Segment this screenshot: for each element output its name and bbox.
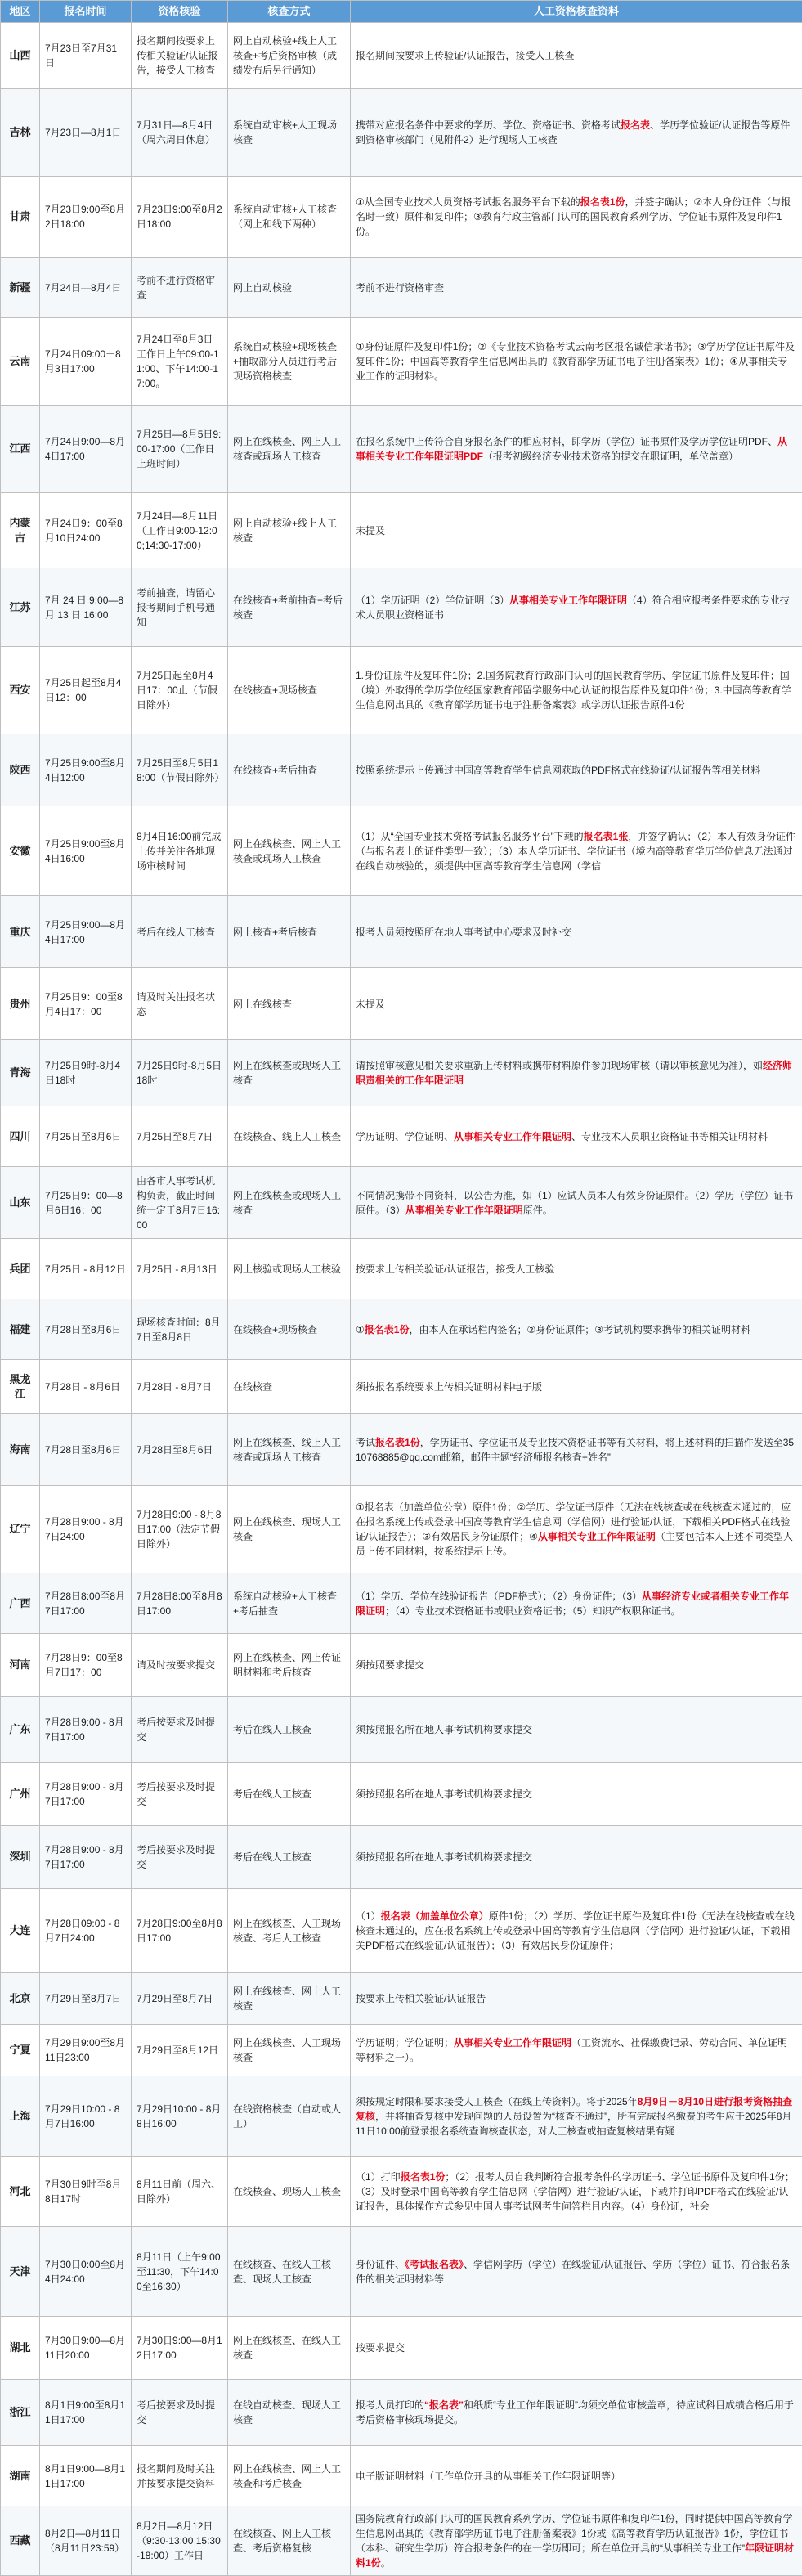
cell-review-time: 7月28日9:00至8月8日17:00: [132, 1889, 228, 1973]
cell-region: 宁夏: [1, 2025, 40, 2076]
cell-materials: 报考人员须按照所在地人事考试中心要求及时补交: [351, 896, 802, 968]
cell-region: 河南: [1, 1634, 40, 1697]
cell-review-time: 7月23日9:00至8月2日18:00: [132, 177, 228, 258]
table-row: [1, 1486, 802, 1573]
cell-materials: 须按照报名所在地人事考试机构要求提交: [351, 1826, 802, 1889]
table-row: [1, 1697, 802, 1763]
cell-signup-time: 7月25日9:00至8月4日12:00: [40, 734, 132, 806]
cell-region: 广西: [1, 1573, 40, 1634]
cell-review-time: 8月11日（上午9:00至11:30，下午14:00至16:30）: [132, 2227, 228, 2317]
cell-review-method: 在线核查、网上人工核查、考后资格复核: [228, 2506, 351, 2576]
cell-materials: 电子版证明材料（工作单位开具的从事相关工作年限证明等）: [351, 2446, 802, 2506]
table-row: [1, 1414, 802, 1486]
cell-review-method: 网上在线核查、在线人工核查: [228, 2317, 351, 2380]
table-row: [1, 318, 802, 406]
cell-review-method: 网上在线核查、网上人工核查和考后核查: [228, 2446, 351, 2506]
cell-signup-time: 7月29日9:00至8月11日23:00: [40, 2025, 132, 2076]
table-row: [1, 2157, 802, 2227]
cell-materials: ①从全国专业技术人员资格考试报名服务平台下载的报名表1份，并签字确认；②本人身份证件（与报名时一致）原件和复印件；③教育行政主管部门认可的国民教育系列学历、学位证书原件及复印件1份。: [351, 177, 802, 258]
cell-materials: 携带对应报名条件中要求的学历、学位、资格证书、资格考试报名表、学历学位验证/认证报告等原件到资格审核部门（见附件2）进行现场人工核查: [351, 89, 802, 177]
cell-signup-time: 7月30日9:00—8月11日20:00: [40, 2317, 132, 2380]
cell-review-method: 系统自动核验+人工核查+考后抽查: [228, 1573, 351, 1634]
cell-signup-time: 7月25日9:00—8月4日17:00: [40, 896, 132, 968]
cell-signup-time: 7月25日9：00—8月6日16：00: [40, 1167, 132, 1239]
cell-materials: 身份证件、《考试报名表》、学信网学历（学位）在线验证/认证报告、学历（学位）证书、符合报名条件的相关证明材料等: [351, 2227, 802, 2317]
table-row: [1, 2446, 802, 2506]
cell-materials: 学历证明；学位证明；从事相关专业工作年限证明（工资流水、社保缴费记录、劳动合同、单位证明等材料之一）。: [351, 2025, 802, 2076]
cell-signup-time: 7月 24 日 9:00—8 月 13 日 16:00: [40, 568, 132, 647]
cell-region: 安徽: [1, 806, 40, 896]
cell-signup-time: 7月23日至7月31日: [40, 23, 132, 89]
cell-review-time: 考后在线人工核查: [132, 896, 228, 968]
cell-review-time: 7月25日至8月7日: [132, 1106, 228, 1167]
cell-region: 深圳: [1, 1826, 40, 1889]
cell-review-time: 考前抽查，请留心报考期间手机号通知: [132, 568, 228, 647]
cell-signup-time: 8月1日9:00至8月11日17:00: [40, 2380, 132, 2446]
cell-signup-time: 7月24日09:00－8月3日17:00: [40, 318, 132, 406]
cell-review-time: 7月25日 - 8月13日: [132, 1239, 228, 1299]
cell-review-time: 7月25日—8月5日9:00-17:00（工作日上班时间）: [132, 406, 228, 493]
cell-materials: 须按照要求提交: [351, 1634, 802, 1697]
cell-region: 江西: [1, 406, 40, 493]
cell-review-method: 考后在线人工核查: [228, 1763, 351, 1826]
cell-region: 甘肃: [1, 177, 40, 258]
cell-signup-time: 7月28日9:00 - 8月7日24:00: [40, 1486, 132, 1573]
table-row: [1, 406, 802, 493]
cell-review-method: 在线核查+考前抽查+考后核查: [228, 568, 351, 647]
cell-signup-time: 7月24日—8月4日: [40, 258, 132, 318]
cell-review-time: 请及时关注报名状态: [132, 968, 228, 1040]
cell-review-method: 网上在线核查、现场人工核查: [228, 1486, 351, 1573]
cell-materials: （1）打印报名表1份；（2）报考人员自我判断符合报考条件的学历证书、学位证书原件及复印件1份；（3）及时登录中国高等教育学生信息网（学信网）进行验证/认证，下载并打印PDF格式在线验证/认证报告，具体操作方式参见中国人事考试网考生问答栏目内容。（4）身份证，社会: [351, 2157, 802, 2227]
cell-materials: （1）从“全国专业技术资格考试报名服务平台”下载的报名表1张，并签字确认；（2）本人有效身份证件（与报名表上的证件类型一致）；（3）本人学历证书、学位证书（境内高等教育学历学位信息无法通过在线自动核验的，须提供中国高等教育学生信息网（学信: [351, 806, 802, 896]
cell-materials: ①报名表1份，由本人在承诺栏内签名；②身份证原件；③考试机构要求携带的相关证明材料: [351, 1299, 802, 1360]
cell-region: 浙江: [1, 2380, 40, 2446]
cell-region: 湖北: [1, 2317, 40, 2380]
table-row: [1, 568, 802, 647]
table-row: [1, 896, 802, 968]
cell-signup-time: 7月29日10:00 - 8月7日16:00: [40, 2076, 132, 2157]
cell-review-method: 在线核查: [228, 1360, 351, 1414]
table-body: [1, 23, 802, 2576]
table-row: [1, 1360, 802, 1414]
cell-review-method: 在线核查、现场人工核查: [228, 2157, 351, 2227]
cell-region: 重庆: [1, 896, 40, 968]
cell-signup-time: 7月25日9：00至8月4日17：00: [40, 968, 132, 1040]
cell-region: 吉林: [1, 89, 40, 177]
cell-region: 海南: [1, 1414, 40, 1486]
cell-region: 青海: [1, 1040, 40, 1106]
cell-review-method: 网上核验或现场人工核验: [228, 1239, 351, 1299]
cell-materials: 不同情况携带不同资料，以公告为准，如（1）应试人员本人有效身份证原件。（2）学历（学位）证书原件。（3）从事相关专业工作年限证明原件。: [351, 1167, 802, 1239]
cell-region: 山东: [1, 1167, 40, 1239]
cell-review-method: 网上自动核验: [228, 258, 351, 318]
cell-signup-time: 7月30日0:00至8月4日24:00: [40, 2227, 132, 2317]
table-row: [1, 1763, 802, 1826]
table-row: [1, 1573, 802, 1634]
cell-review-method: 网上在线核查或现场人工核查: [228, 1040, 351, 1106]
cell-signup-time: 7月25日 - 8月12日: [40, 1239, 132, 1299]
cell-signup-time: 8月1日9:00—8月11日17:00: [40, 2446, 132, 2506]
cell-review-time: 7月28日8:00至8月8日17:00: [132, 1573, 228, 1634]
cell-materials: ①身份证原件及复印件1份；②《专业技术资格考试云南考区报名诚信承诺书》；③学历学位证书原件及复印件1份；中国高等教育学生信息网出具的《教育部学历证书电子注册备案表》1份；④从事相关专业工作的证明材料。: [351, 318, 802, 406]
cell-materials: 按要求提交: [351, 2317, 802, 2380]
table-row: [1, 1299, 802, 1360]
cell-review-method: 系统自动审核+人工现场核查: [228, 89, 351, 177]
table-row: [1, 1239, 802, 1299]
cell-review-time: 7月25日9时-8月5日18时: [132, 1040, 228, 1106]
cell-review-method: 考后在线人工核查: [228, 1697, 351, 1763]
cell-review-time: 考后按要求及时提交: [132, 1763, 228, 1826]
table-row: [1, 1973, 802, 2025]
cell-review-time: 7月29日至8月7日: [132, 1973, 228, 2025]
table-row: [1, 258, 802, 318]
cell-region: 上海: [1, 2076, 40, 2157]
cell-region: 兵团: [1, 1239, 40, 1299]
cell-signup-time: 7月28日 - 8月6日: [40, 1360, 132, 1414]
cell-review-method: 网上在线核查、网上人工核查或现场人工核查: [228, 406, 351, 493]
cell-materials: 须按规定时限和要求接受人工核查（在线上传资料）。将于2025年8月9日－8月10日进行报考资格抽查复核，并将抽查复核中发现问题的人员设置为“核查不通过”，所有完成报名缴费的考生应于2025年8月11日10:00前登录报名系统查询核查状态，对人工核查或抽查复核结果有疑: [351, 2076, 802, 2157]
cell-signup-time: 7月23日—8月1日: [40, 89, 132, 177]
cell-region: 广州: [1, 1763, 40, 1826]
cell-materials: 按要求上传相关验证/认证报告，接受人工核验: [351, 1239, 802, 1299]
cell-region: 西安: [1, 647, 40, 734]
table-row: [1, 1106, 802, 1167]
cell-region: 内蒙古: [1, 493, 40, 568]
cell-review-method: 网上自动核验+线上人工核查+考后资格审核（成绩发布后另行通知）: [228, 23, 351, 89]
cell-review-time: 7月24日—8月11日（工作日9:00-12:00;14:30-17:00）: [132, 493, 228, 568]
table-row: [1, 2317, 802, 2380]
cell-review-method: 网上在线核查、人工现场核查、考后人工核查: [228, 1889, 351, 1973]
cell-review-time: 7月28日 - 8月7日: [132, 1360, 228, 1414]
table-row: [1, 968, 802, 1040]
cell-review-time: 考前不进行资格审查: [132, 258, 228, 318]
cell-materials: 未提及: [351, 493, 802, 568]
cell-review-time: 由各市人事考试机构负责，截止时间统一定于8月7日16:00: [132, 1167, 228, 1239]
cell-review-method: 网上在线核查、人工现场核查: [228, 2025, 351, 2076]
table-row: [1, 1634, 802, 1697]
cell-review-method: 在线核查+考后抽查: [228, 734, 351, 806]
cell-review-method: 网上在线核查、线上人工核查或现场人工核查: [228, 1414, 351, 1486]
cell-materials: 在报名系统中上传符合自身报名条件的相应材料，即学历（学位）证书原件及学历学位证明PDF、从事相关专业工作年限证明PDF（报考初级经济专业技术资格的提交在职证明，单位盖章）: [351, 406, 802, 493]
cell-review-method: 网上在线核查、网上人工核查或现场人工核查: [228, 806, 351, 896]
header-materials: 人工资格核查资料: [351, 1, 802, 23]
cell-signup-time: 7月28日9:00 - 8月7日17:00: [40, 1763, 132, 1826]
cell-signup-time: 7月28日09:00 - 8月7日24:00: [40, 1889, 132, 1973]
table-row: [1, 23, 802, 89]
cell-review-method: 网上在线核查、网上传证明材料和考后核查: [228, 1634, 351, 1697]
table-row: [1, 734, 802, 806]
cell-region: 河北: [1, 2157, 40, 2227]
cell-review-time: 考后按要求及时提交: [132, 2380, 228, 2446]
cell-region: 西藏: [1, 2506, 40, 2576]
cell-materials: 须按照报名所在地人事考试机构要求提交: [351, 1697, 802, 1763]
cell-region: 广东: [1, 1697, 40, 1763]
cell-region: 贵州: [1, 968, 40, 1040]
cell-review-method: 网上在线核查、网上人工核查: [228, 1973, 351, 2025]
cell-region: 陕西: [1, 734, 40, 806]
table-row: [1, 2380, 802, 2446]
table-row: [1, 1040, 802, 1106]
header-review-method: 核查方式: [228, 1, 351, 23]
cell-region: 四川: [1, 1106, 40, 1167]
cell-review-time: 8月2日—8月12日（9:30-13:00 15:30-18:00）工作日: [132, 2506, 228, 2576]
cell-signup-time: 7月25日起至8月4日12：00: [40, 647, 132, 734]
cell-review-time: 7月25日起至8月4日17：00止（节假日除外）: [132, 647, 228, 734]
cell-review-time: 考后按要求及时提交: [132, 1697, 228, 1763]
cell-review-method: 在线资格核查（自动或人工）: [228, 2076, 351, 2157]
cell-review-time: 7月28日9:00 - 8月8日17:00（法定节假日除外）: [132, 1486, 228, 1573]
cell-review-method: 在线自动核查、现场人工核查: [228, 2380, 351, 2446]
table-row: [1, 1826, 802, 1889]
cell-review-time: 考后按要求及时提交: [132, 1826, 228, 1889]
header-signup-time: 报名时间: [40, 1, 132, 23]
cell-materials: 按照系统提示上传通过中国高等教育学生信息网获取的PDF格式在线验证/认证报告等相关材料: [351, 734, 802, 806]
cell-review-method: 系统自动审核+人工核查（网上和线下两种）: [228, 177, 351, 258]
header-review-time: 资格核验: [132, 1, 228, 23]
table-row: [1, 2076, 802, 2157]
header-region: 地区: [1, 1, 40, 23]
cell-materials: 未提及: [351, 968, 802, 1040]
cell-materials: （1）报名表（加盖单位公章）原件1份；（2）学历、学位证书原件及复印件1份（无法在线核查或在线核查未通过的，应在报名系统上传或登录中国高等教育学生信息网（学信网）进行验证/认证，下载相关PDF格式在线验证/认证报告）；（3）有效居民身份证原件；: [351, 1889, 802, 1973]
cell-review-time: 8月11日前（周六、日除外）: [132, 2157, 228, 2227]
cell-materials: 请按照审核意见相关要求重新上传材料或携带材料原件参加现场审核（请以审核意见为准），如经济师职责相关的工作年限证明: [351, 1040, 802, 1106]
cell-materials: 须按照报名所在地人事考试机构要求提交: [351, 1763, 802, 1826]
header-row: [1, 1, 802, 23]
cell-materials: 国务院教育行政部门认可的国民教育系列学历、学位证书原件和复印件1份，同时提供中国高等教育学生信息网出具的《教育部学历证书电子注册备案表》1份或《高等教育学历认证报告》1份，学位证书（本科、研究生学历）符合报考条件的在一学历即可；所在单位开具的“从事相关专业工作”年限证明材料1份。: [351, 2506, 802, 2576]
cell-review-method: 网上在线核查或现场人工核查: [228, 1167, 351, 1239]
cell-region: 新疆: [1, 258, 40, 318]
cell-signup-time: 7月24日9:00—8月4日17:00: [40, 406, 132, 493]
cell-signup-time: 7月28日9:00 - 8月7日17:00: [40, 1826, 132, 1889]
cell-region: 福建: [1, 1299, 40, 1360]
cell-review-time: 7月25日至8月5日18:00（节假日除外）: [132, 734, 228, 806]
table-row: [1, 806, 802, 896]
cell-materials: 报考人员打印的“报名表”和纸质“专业工作年限证明”均须交单位审核盖章，待应试科目成绩合格后用于考后资格审核现场提交。: [351, 2380, 802, 2446]
cell-signup-time: 7月28日至8月6日: [40, 1414, 132, 1486]
cell-review-method: 在线核查、线上人工核查: [228, 1106, 351, 1167]
cell-review-time: 8月4日16:00前完成上传并关注各地现场审核时间: [132, 806, 228, 896]
cell-materials: 报名期间按要求上传验证/认证报告，接受人工核查: [351, 23, 802, 89]
table-row: [1, 647, 802, 734]
cell-materials: （1）学历证明（2）学位证明（3）从事相关专业工作年限证明（4）符合相应报考条件要求的专业技术人员职业资格证书: [351, 568, 802, 647]
cell-region: 辽宁: [1, 1486, 40, 1573]
cell-signup-time: 7月25日9:00至8月4日16:00: [40, 806, 132, 896]
table-row: [1, 2025, 802, 2076]
cell-review-time: 报名期间及时关注并按要求提交资料: [132, 2446, 228, 2506]
table-row: [1, 1167, 802, 1239]
cell-review-time: 报名期间按要求上传相关验证/认证报告，接受人工核查: [132, 23, 228, 89]
table-row: [1, 493, 802, 568]
cell-region: 山西: [1, 23, 40, 89]
table-row: [1, 2506, 802, 2576]
cell-review-time: 现场核查时间：8月7日至8月8日: [132, 1299, 228, 1360]
cell-review-method: 系统自动核验+现场核查+抽取部分人员进行考后现场资格核查: [228, 318, 351, 406]
cell-signup-time: 7月28日8:00至8月7日17:00: [40, 1573, 132, 1634]
cell-materials: 按要求上传相关验证/认证报告: [351, 1973, 802, 2025]
cell-review-time: 7月28日至8月6日: [132, 1414, 228, 1486]
cell-review-method: 在线核查、在线人工核查、现场人工核查: [228, 2227, 351, 2317]
cell-signup-time: 7月28日9:00 - 8月7日17:00: [40, 1697, 132, 1763]
cell-signup-time: 7月24日9：00至8月10日24:00: [40, 493, 132, 568]
cell-materials: ①报名表（加盖单位公章）原件1份；②学历、学位证书原件（无法在线核查或在线核查未通过的，应在报名系统上传或登录中国高等教育学生信息网（学信网）进行验证/认证，下载相关PDF格式在线验证/认证报告）；③有效居民身份证原件；④从事相关专业工作年限证明（主要包括本人上述不同类型人员上传不同材料，按系统提示上传。: [351, 1486, 802, 1573]
cell-review-method: 考后在线人工核查: [228, 1826, 351, 1889]
cell-signup-time: 7月23日9:00至8月2日18:00: [40, 177, 132, 258]
cell-region: 黑龙江: [1, 1360, 40, 1414]
table-row: [1, 177, 802, 258]
cell-materials: （1）学历、学位在线验证报告（PDF格式）；（2）身份证件；（3）从事经济专业或者相关专业工作年限证明；（4）专业技术资格证书或职业资格证书；（5）知识产权职称证书。: [351, 1573, 802, 1634]
cell-region: 天津: [1, 2227, 40, 2317]
cell-review-method: 网上在线核查: [228, 968, 351, 1040]
cell-review-method: 网上核查+考后核查: [228, 896, 351, 968]
cell-signup-time: 7月25日至8月6日: [40, 1106, 132, 1167]
cell-region: 大连: [1, 1889, 40, 1973]
table-row: [1, 89, 802, 177]
cell-region: 北京: [1, 1973, 40, 2025]
cell-signup-time: 7月29日至8月7日: [40, 1973, 132, 2025]
table-row: [1, 2227, 802, 2317]
cell-materials: 考试报名表1份，学历证书、学位证书及专业技术资格证书等有关材料，将上述材料的扫描件发送至3510768885@qq.com邮箱，邮件主题“经济师报名核查+姓名”: [351, 1414, 802, 1486]
table-row: [1, 1889, 802, 1973]
cell-signup-time: 7月28日9：00至8月7日17：00: [40, 1634, 132, 1697]
cell-signup-time: 7月30日9时至8月8日17时: [40, 2157, 132, 2227]
cell-review-method: 在线核查+现场核查: [228, 647, 351, 734]
cell-review-method: 在线核查+现场核查: [228, 1299, 351, 1360]
cell-review-time: 7月29日至8月12日: [132, 2025, 228, 2076]
cell-materials: 须按报名系统要求上传相关证明材料电子版: [351, 1360, 802, 1414]
cell-signup-time: 7月28日至8月6日: [40, 1299, 132, 1360]
cell-signup-time: 7月25日9时-8月4日18时: [40, 1040, 132, 1106]
cell-region: 云南: [1, 318, 40, 406]
cell-region: 江苏: [1, 568, 40, 647]
cell-region: 湖南: [1, 2446, 40, 2506]
cell-review-method: 网上自动核验+线上人工核查: [228, 493, 351, 568]
cell-materials: 1.身份证原件及复印件1份；2.国务院教育行政部门认可的国民教育学历、学位证书原件及复印件；国（境）外取得的学历学位经国家教育部留学服务中心认证的报告原件及复印件1份；3.中国高等教育学生信息网出具的《教育部学历证书电子注册备案表》或学历认证报告原件1份: [351, 647, 802, 734]
cell-review-time: 请及时按要求提交: [132, 1634, 228, 1697]
cell-review-time: 7月24日至8月3日工作日上午09:00-11:00、下午14:00-17:00。: [132, 318, 228, 406]
cell-review-time: 7月29日10:00 - 8月8日16:00: [132, 2076, 228, 2157]
cell-materials: 学历证明、学位证明、从事相关专业工作年限证明、专业技术人员职业资格证书等相关证明材料: [351, 1106, 802, 1167]
cell-review-time: 7月30日9:00—8月12日17:00: [132, 2317, 228, 2380]
cell-materials: 考前不进行资格审查: [351, 258, 802, 318]
cell-signup-time: 8月2日—8月11日（8月11日23:59）: [40, 2506, 132, 2576]
cell-review-time: 7月31日—8月4日（周六周日休息）: [132, 89, 228, 177]
